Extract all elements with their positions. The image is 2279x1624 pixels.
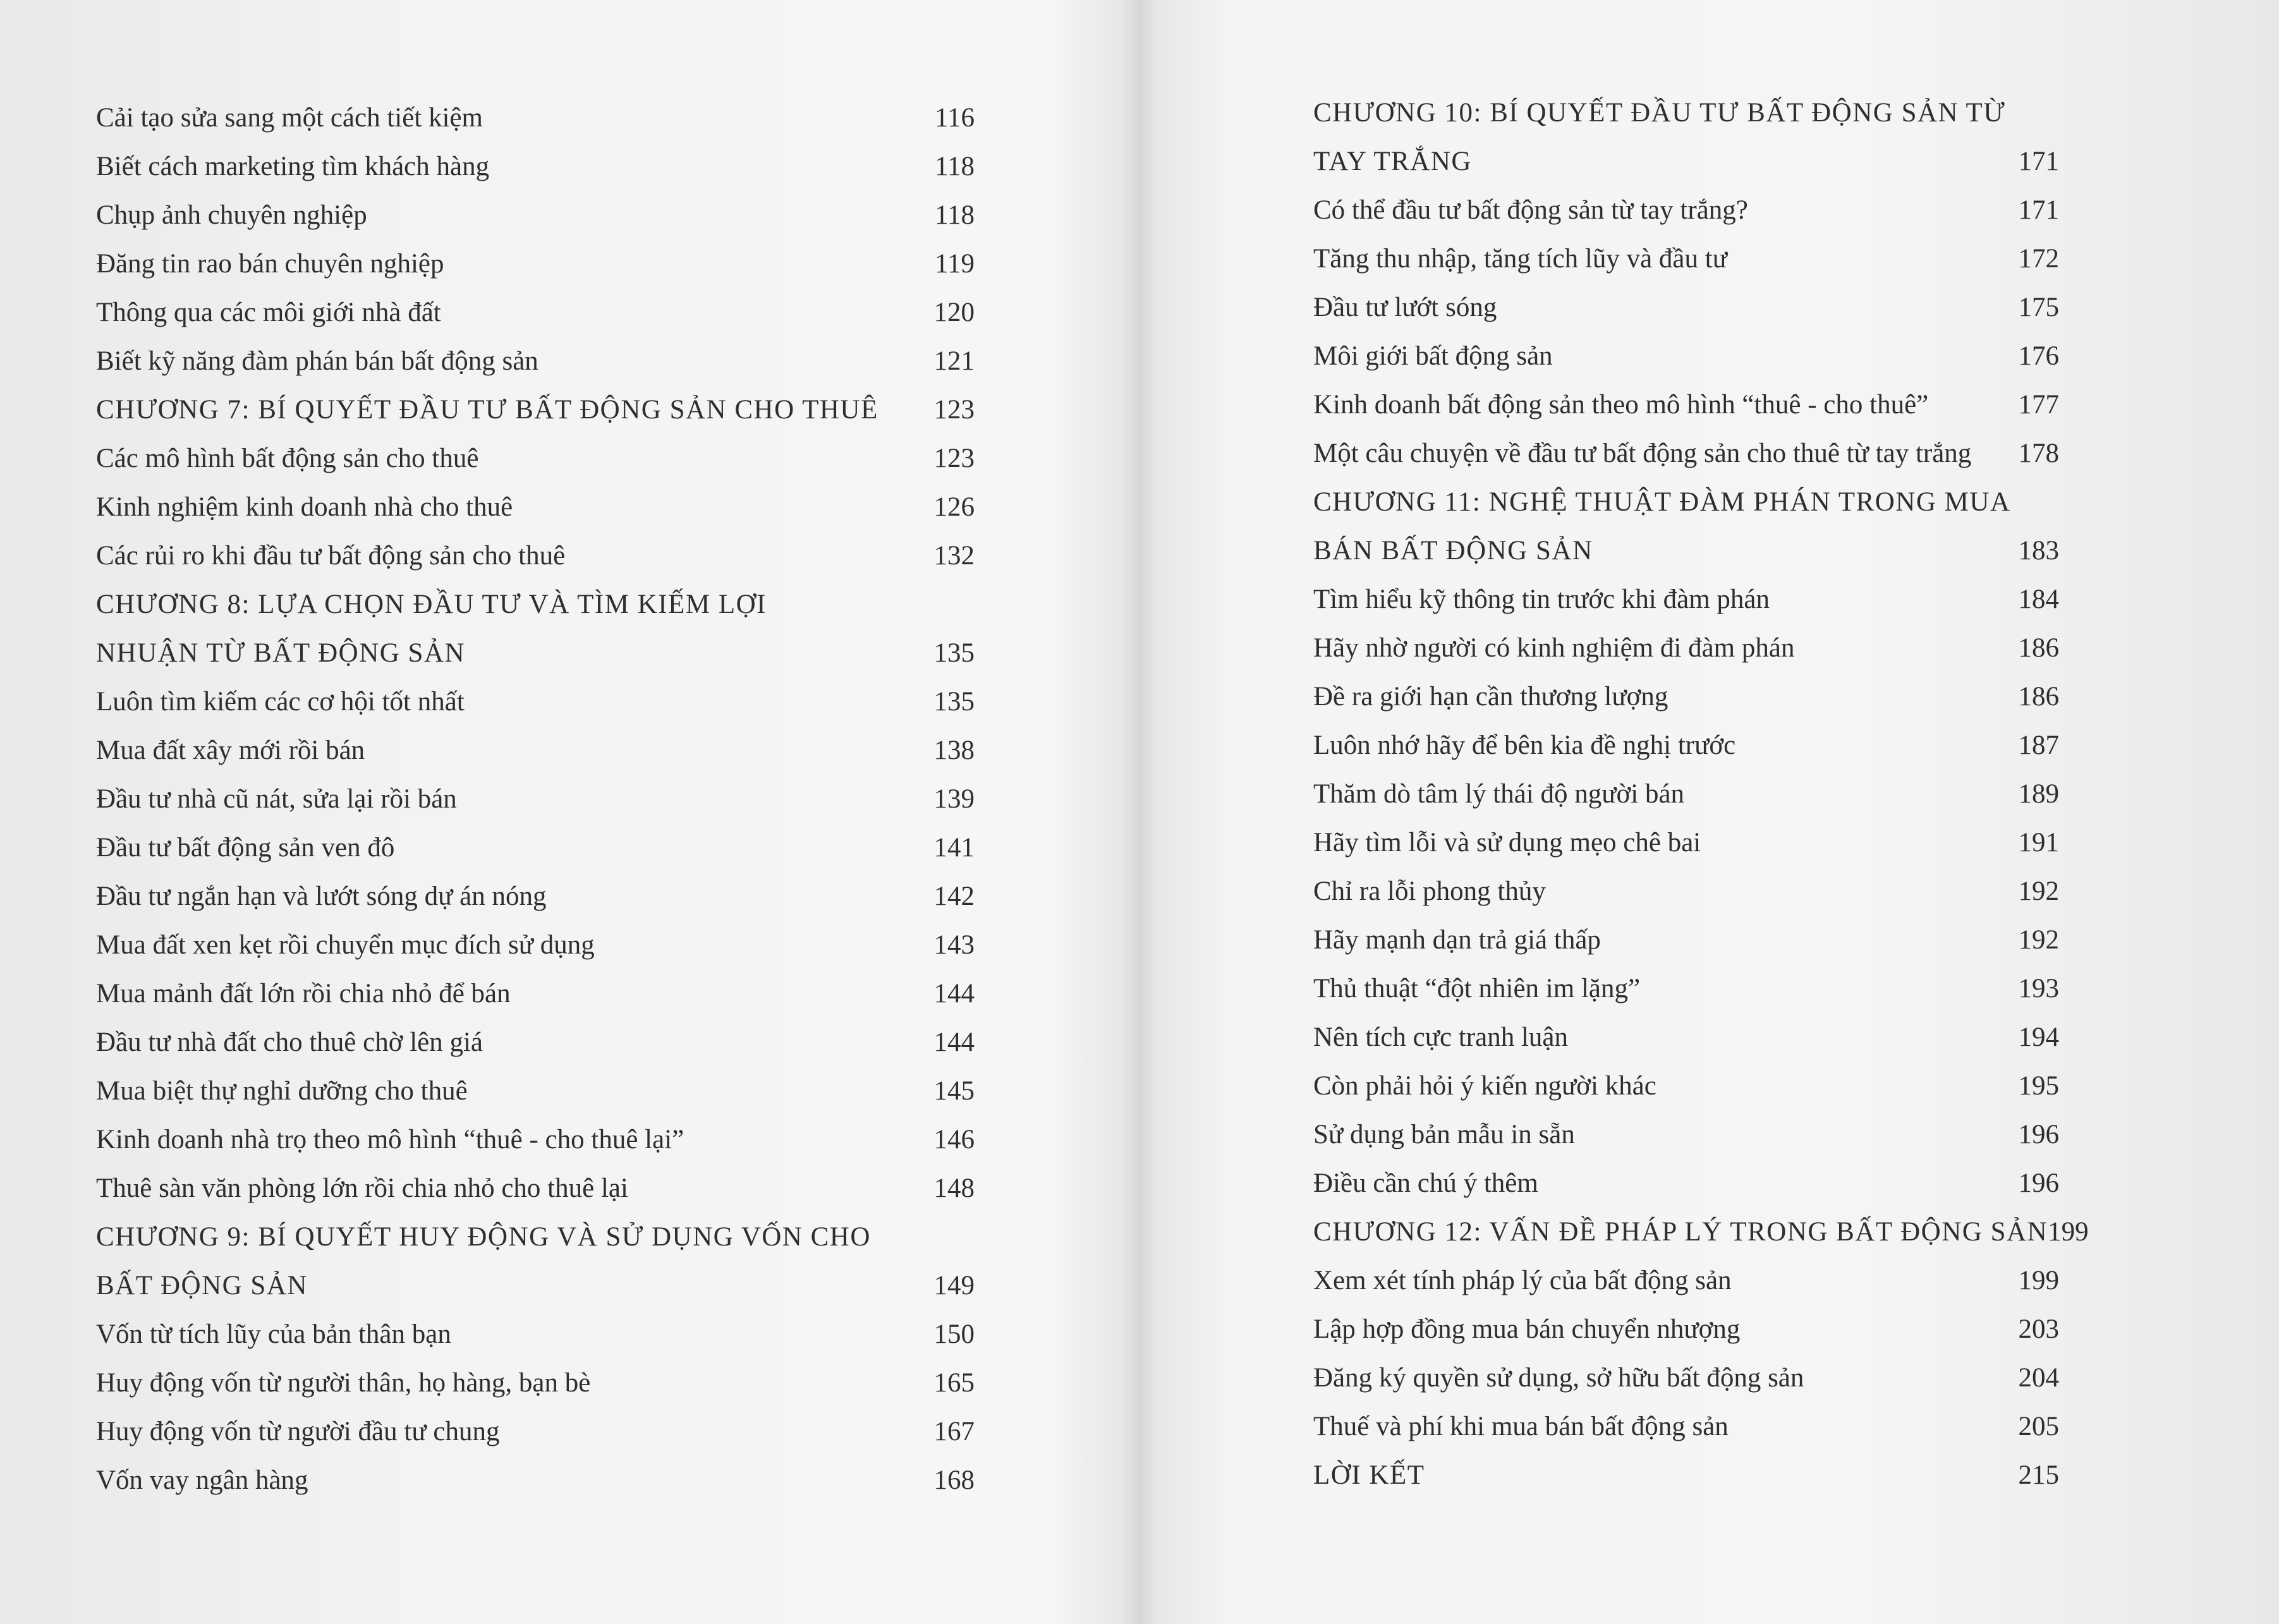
toc-page-number: 144: [933, 979, 975, 1009]
toc-entry: [1313, 1305, 2059, 1354]
toc-entry-title: Chỉ ra lỗi phong thủy: [1313, 876, 1546, 906]
toc-entry: [96, 94, 975, 142]
toc-entry-title: Thuế và phí khi mua bán bất động sản: [1313, 1412, 1729, 1441]
toc-entry-title: Hãy mạnh dạn trả giá thấp: [1313, 925, 1601, 955]
toc-entry: [96, 921, 975, 969]
toc-page-number: 144: [933, 1027, 975, 1057]
toc-page-number: 187: [2018, 730, 2059, 760]
toc-entry: [96, 239, 975, 288]
right-page: [1140, 0, 2279, 1624]
toc-page-number: 167: [933, 1417, 975, 1446]
toc-entry: [96, 142, 975, 191]
toc-entry-title: Còn phải hỏi ý kiến người khác: [1313, 1071, 1656, 1101]
toc-page-number: 121: [933, 346, 975, 376]
toc-list-right: [1313, 88, 2089, 1500]
toc-page-number: 183: [2018, 536, 2059, 566]
toc-page-number: 146: [933, 1125, 975, 1154]
toc-chapter-title: CHƯƠNG 11: NGHỆ THUẬT ĐÀM PHÁN TRONG MUA BÁN BẤT ĐỘNG SẢN: [1313, 487, 2010, 566]
toc-entry-title: Có thể đầu tư bất động sản từ tay trắng?: [1313, 195, 1748, 225]
toc-entry: [1313, 380, 2059, 429]
toc-entry: [1313, 1256, 2059, 1305]
toc-entry-title: Thủ thuật “đột nhiên im lặng”: [1313, 974, 1641, 1003]
toc-page-number: 135: [933, 638, 975, 668]
toc-entry-title: Đề ra giới hạn cần thương lượng: [1313, 682, 1668, 712]
toc-page-number: 186: [2018, 633, 2059, 663]
toc-page-number: 148: [933, 1173, 975, 1203]
toc-entry-title: Sử dụng bản mẫu in sẵn: [1313, 1120, 1575, 1149]
toc-entry: [96, 1018, 975, 1067]
toc-chapter-heading: [96, 385, 975, 434]
toc-entry: [96, 1456, 975, 1505]
toc-entry: [96, 1164, 975, 1213]
toc-entry: [96, 1310, 975, 1359]
toc-entry-title: Mua đất xây mới rồi bán: [96, 736, 365, 765]
toc-entry-title: Đầu tư bất động sản ven đô: [96, 833, 395, 863]
toc-entry: [1313, 575, 2059, 624]
toc-page-number: 141: [933, 833, 975, 863]
toc-entry: [1313, 818, 2059, 867]
toc-entry-title: Huy động vốn từ người đầu tư chung: [96, 1417, 500, 1446]
toc-page-number: 192: [2018, 925, 2059, 955]
toc-entry-title: Hãy nhờ người có kinh nghiệm đi đàm phán: [1313, 633, 1795, 663]
toc-entry-title: Tăng thu nhập, tăng tích lũy và đầu tư: [1313, 244, 1728, 274]
toc-chapter-heading: [1313, 1208, 2089, 1256]
toc-entry: [1313, 283, 2059, 332]
toc-page-number: 168: [933, 1465, 975, 1495]
toc-entry: [96, 191, 975, 239]
toc-entry: [96, 1067, 975, 1115]
toc-entry: [1313, 186, 2059, 234]
toc-entry: [1313, 624, 2059, 672]
toc-chapter-heading: [1313, 1451, 2059, 1500]
toc-page-number: 205: [2018, 1412, 2059, 1441]
toc-page-number: 186: [2018, 682, 2059, 712]
toc-page-number: 118: [935, 200, 975, 230]
toc-page-number: 215: [2018, 1460, 2059, 1490]
toc-entry-title: Điều cần chú ý thêm: [1313, 1168, 1538, 1198]
toc-page-number: 132: [933, 541, 975, 571]
toc-page-number: 142: [933, 882, 975, 911]
toc-chapter-title: CHƯƠNG 9: BÍ QUYẾT HUY ĐỘNG VÀ SỬ DỤNG VỐN CHO BẤT ĐỘNG SẢN: [96, 1222, 871, 1300]
toc-entry-title: Thông qua các môi giới nhà đất: [96, 298, 441, 327]
toc-page-number: 171: [2018, 195, 2059, 225]
toc-entry-title: Thuê sàn văn phòng lớn rồi chia nhỏ cho thuê lại: [96, 1173, 628, 1203]
toc-list-left: [96, 94, 975, 1505]
toc-page-number: 119: [935, 249, 975, 279]
toc-entry: [1313, 1354, 2059, 1402]
toc-page-number: 123: [933, 444, 975, 473]
toc-entry: [1313, 964, 2059, 1013]
toc-chapter-heading: [1313, 478, 2059, 575]
toc-entry-title: Mua đất xen kẹt rồi chuyển mục đích sử dụng: [96, 930, 595, 960]
toc-entry-title: Đầu tư lướt sóng: [1313, 293, 1497, 322]
toc-entry: [1313, 1159, 2059, 1208]
toc-entry: [1313, 332, 2059, 380]
toc-entry: [1313, 234, 2059, 283]
toc-entry: [96, 775, 975, 823]
toc-page-number: 135: [933, 687, 975, 717]
toc-entry-title: Đầu tư ngắn hạn và lướt sóng dự án nóng: [96, 882, 547, 911]
toc-entry-title: Kinh doanh nhà trọ theo mô hình “thuê - cho thuê lại”: [96, 1125, 684, 1154]
toc-page-number: 123: [933, 395, 975, 425]
toc-entry: [96, 531, 975, 580]
toc-entry-title: Luôn nhớ hãy để bên kia đề nghị trước: [1313, 730, 1736, 760]
toc-chapter-heading: [96, 1213, 975, 1310]
toc-entry: [96, 483, 975, 531]
toc-entry-title: Đầu tư nhà cũ nát, sửa lại rồi bán: [96, 784, 457, 814]
toc-entry-title: Cải tạo sửa sang một cách tiết kiệm: [96, 103, 483, 133]
toc-entry-title: Vốn vay ngân hàng: [96, 1465, 308, 1495]
toc-page-number: 120: [933, 298, 975, 327]
toc-entry-title: Đăng ký quyền sử dụng, sở hữu bất động sản: [1313, 1363, 1804, 1393]
toc-entry: [1313, 770, 2059, 818]
toc-entry: [1313, 1110, 2059, 1159]
toc-entry-title: Huy động vốn từ người thân, họ hàng, bạn bè: [96, 1368, 591, 1398]
toc-chapter-title: CHƯƠNG 7: BÍ QUYẾT ĐẦU TƯ BẤT ĐỘNG SẢN CHO THUÊ: [96, 395, 878, 425]
toc-entry-title: Tìm hiểu kỹ thông tin trước khi đàm phán: [1313, 585, 1770, 614]
toc-page-number: 191: [2018, 828, 2059, 857]
toc-chapter-heading: [1313, 88, 2059, 186]
toc-entry-title: Một câu chuyện về đầu tư bất động sản cho thuê từ tay trắng: [1313, 439, 1972, 468]
toc-entry-title: Các rủi ro khi đầu tư bất động sản cho thuê: [96, 541, 566, 571]
toc-page-number: 171: [2018, 147, 2059, 176]
toc-entry: [1313, 1062, 2059, 1110]
toc-entry-title: Môi giới bất động sản: [1313, 341, 1553, 371]
toc-page-number: 194: [2018, 1022, 2059, 1052]
toc-entry: [96, 823, 975, 872]
toc-page-number: 193: [2018, 974, 2059, 1003]
toc-entry: [96, 872, 975, 921]
toc-page-number: 118: [935, 152, 975, 181]
toc-entry-title: Đầu tư nhà đất cho thuê chờ lên giá: [96, 1027, 483, 1057]
toc-entry: [1313, 1402, 2059, 1451]
toc-page-number: 196: [2018, 1120, 2059, 1149]
toc-entry-title: Kinh doanh bất động sản theo mô hình “thuê - cho thuê”: [1313, 390, 1929, 420]
toc-entry: [96, 337, 975, 385]
toc-chapter-heading: [96, 580, 975, 677]
toc-page-number: 204: [2018, 1363, 2059, 1393]
toc-entry: [1313, 867, 2059, 916]
toc-page-number: 189: [2018, 779, 2059, 809]
toc-page-number: 145: [933, 1076, 975, 1106]
toc-entry: [1313, 1013, 2059, 1062]
toc-page-number: 199: [2018, 1266, 2059, 1295]
toc-entry-title: Đăng tin rao bán chuyên nghiệp: [96, 249, 444, 279]
toc-entry-title: Xem xét tính pháp lý của bất động sản: [1313, 1266, 1732, 1295]
toc-page-number: 138: [933, 736, 975, 765]
toc-page-number: 184: [2018, 585, 2059, 614]
toc-page-number: 139: [933, 784, 975, 814]
toc-page-number: 192: [2018, 876, 2059, 906]
toc-page-number: 143: [933, 930, 975, 960]
toc-entry-title: Mua mảnh đất lớn rồi chia nhỏ để bán: [96, 979, 511, 1009]
toc-entry-title: Luôn tìm kiếm các cơ hội tốt nhất: [96, 687, 465, 717]
toc-entry: [96, 434, 975, 483]
toc-page-number: 149: [933, 1271, 975, 1300]
toc-entry: [96, 969, 975, 1018]
toc-chapter-title: LỜI KẾT: [1313, 1460, 1425, 1490]
toc-entry: [96, 1115, 975, 1164]
toc-entry-title: Hãy tìm lỗi và sử dụng mẹo chê bai: [1313, 828, 1701, 857]
toc-page-number: 175: [2018, 293, 2059, 322]
toc-page-number: 177: [2018, 390, 2059, 420]
toc-chapter-title: CHƯƠNG 10: BÍ QUYẾT ĐẦU TƯ BẤT ĐỘNG SẢN TỪ TAY TRẮNG: [1313, 98, 2006, 176]
toc-entry-title: Vốn từ tích lũy của bản thân bạn: [96, 1319, 451, 1349]
toc-entry: [1313, 429, 2059, 478]
toc-page-number: 199: [2048, 1217, 2089, 1247]
toc-page-number: 172: [2018, 244, 2059, 274]
toc-entry: [96, 288, 975, 337]
toc-entry-title: Kinh nghiệm kinh doanh nhà cho thuê: [96, 492, 513, 522]
toc-entry-title: Mua biệt thự nghỉ dưỡng cho thuê: [96, 1076, 468, 1106]
toc-entry: [1313, 916, 2059, 964]
toc-page-number: 165: [933, 1368, 975, 1398]
toc-entry-title: Lập hợp đồng mua bán chuyển nhượng: [1313, 1314, 1741, 1344]
toc-entry: [1313, 721, 2059, 770]
toc-entry: [96, 1359, 975, 1407]
toc-page-number: 126: [933, 492, 975, 522]
toc-page-number: 178: [2018, 439, 2059, 468]
toc-page-number: 196: [2018, 1168, 2059, 1198]
toc-page-number: 116: [935, 103, 975, 133]
toc-chapter-title: CHƯƠNG 8: LỰA CHỌN ĐẦU TƯ VÀ TÌM KIẾM LỢI NHUẬN TỪ BẤT ĐỘNG SẢN: [96, 590, 767, 668]
toc-page-number: 176: [2018, 341, 2059, 371]
toc-entry: [96, 726, 975, 775]
toc-entry-title: Các mô hình bất động sản cho thuê: [96, 444, 479, 473]
toc-entry-title: Biết kỹ năng đàm phán bán bất động sản: [96, 346, 538, 376]
toc-entry-title: Chụp ảnh chuyên nghiệp: [96, 200, 367, 230]
toc-entry: [96, 677, 975, 726]
toc-page-number: 150: [933, 1319, 975, 1349]
toc-entry-title: Thăm dò tâm lý thái độ người bán: [1313, 779, 1685, 809]
toc-entry-title: Biết cách marketing tìm khách hàng: [96, 152, 490, 181]
toc-page-number: 195: [2018, 1071, 2059, 1101]
toc-page-number: 203: [2018, 1314, 2059, 1344]
toc-chapter-title: CHƯƠNG 12: VẤN ĐỀ PHÁP LÝ TRONG BẤT ĐỘNG SẢN: [1313, 1217, 2048, 1247]
toc-entry: [1313, 672, 2059, 721]
toc-entry: [96, 1407, 975, 1456]
toc-entry-title: Nên tích cực tranh luận: [1313, 1022, 1568, 1052]
